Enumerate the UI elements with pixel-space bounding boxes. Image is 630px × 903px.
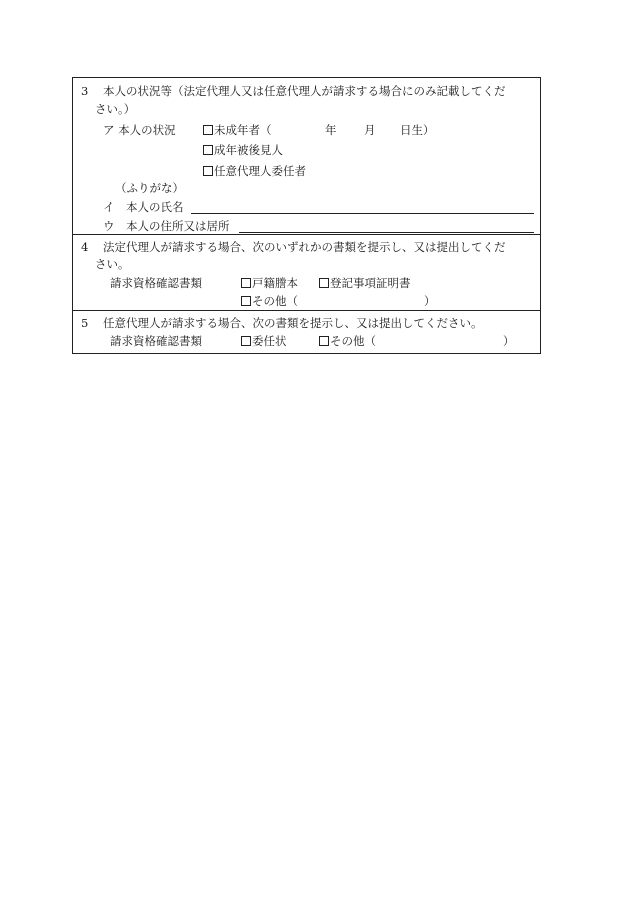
- other-4-close-paren: ）: [424, 294, 436, 308]
- minor-label: 未成年者（: [214, 123, 272, 137]
- option-minor[interactable]: [203, 123, 272, 137]
- proxy-letter-checkbox[interactable]: [241, 336, 251, 346]
- section-5-doc-label: 請求資格確認書類: [110, 334, 202, 348]
- other-4-checkbox[interactable]: [241, 296, 251, 306]
- birth-day-label: 日生）: [400, 123, 435, 137]
- minor-checkbox[interactable]: [203, 125, 213, 135]
- other-5-close-paren: ）: [503, 334, 515, 348]
- principal-address-label: ウ 本人の住所又は居所: [103, 219, 230, 233]
- section-3-number: 3: [81, 84, 89, 98]
- option-registry[interactable]: [319, 276, 411, 290]
- principal-name-label: イ 本人の氏名: [103, 200, 184, 214]
- section-5-number: 5: [81, 316, 89, 330]
- principal-address-field[interactable]: [239, 232, 534, 233]
- principal-name-field[interactable]: [191, 213, 534, 214]
- section-5-heading: 任意代理人が請求する場合、次の書類を提示し、又は提出してください。: [103, 316, 483, 330]
- koseki-checkbox[interactable]: [241, 278, 251, 288]
- birth-month-label: 月: [364, 123, 376, 137]
- option-adult-ward[interactable]: [203, 143, 283, 157]
- section-3-heading-cont: さい。）: [95, 102, 136, 116]
- other-4-label: その他（: [252, 294, 298, 308]
- section-5-voluntary-agent: [73, 311, 540, 353]
- option-other-4[interactable]: [241, 294, 298, 308]
- adult-ward-label: 成年被後見人: [214, 143, 283, 157]
- registry-checkbox[interactable]: [319, 278, 329, 288]
- proxy-letter-label: 委任状: [252, 334, 287, 348]
- mandator-label: 任意代理人委任者: [214, 164, 306, 178]
- section-4-number: 4: [81, 240, 89, 254]
- birth-year-label: 年: [325, 123, 337, 137]
- request-form-box: [72, 77, 541, 354]
- section-4-heading-cont: さい。: [95, 257, 130, 271]
- furigana-label: （ふりがな）: [115, 181, 184, 195]
- section-3-principal-status: [73, 78, 540, 235]
- option-koseki[interactable]: [241, 276, 298, 290]
- mandator-checkbox[interactable]: [203, 166, 213, 176]
- section-4-doc-label: 請求資格確認書類: [110, 276, 202, 290]
- principal-status-label: ア 本人の状況: [103, 123, 176, 137]
- koseki-label: 戸籍謄本: [252, 276, 298, 290]
- section-4-heading: 法定代理人が請求する場合、次のいずれかの書類を提示し、又は提出してくだ: [103, 240, 506, 254]
- option-other-5[interactable]: [319, 334, 376, 348]
- adult-ward-checkbox[interactable]: [203, 145, 213, 155]
- option-proxy-letter[interactable]: [241, 334, 287, 348]
- other-5-checkbox[interactable]: [319, 336, 329, 346]
- option-mandator[interactable]: [203, 164, 306, 178]
- section-3-heading: 本人の状況等（法定代理人又は任意代理人が請求する場合にのみ記載してくだ: [103, 84, 506, 98]
- section-4-legal-representative: [73, 235, 540, 311]
- registry-label: 登記事項証明書: [330, 276, 411, 290]
- other-5-label: その他（: [330, 334, 376, 348]
